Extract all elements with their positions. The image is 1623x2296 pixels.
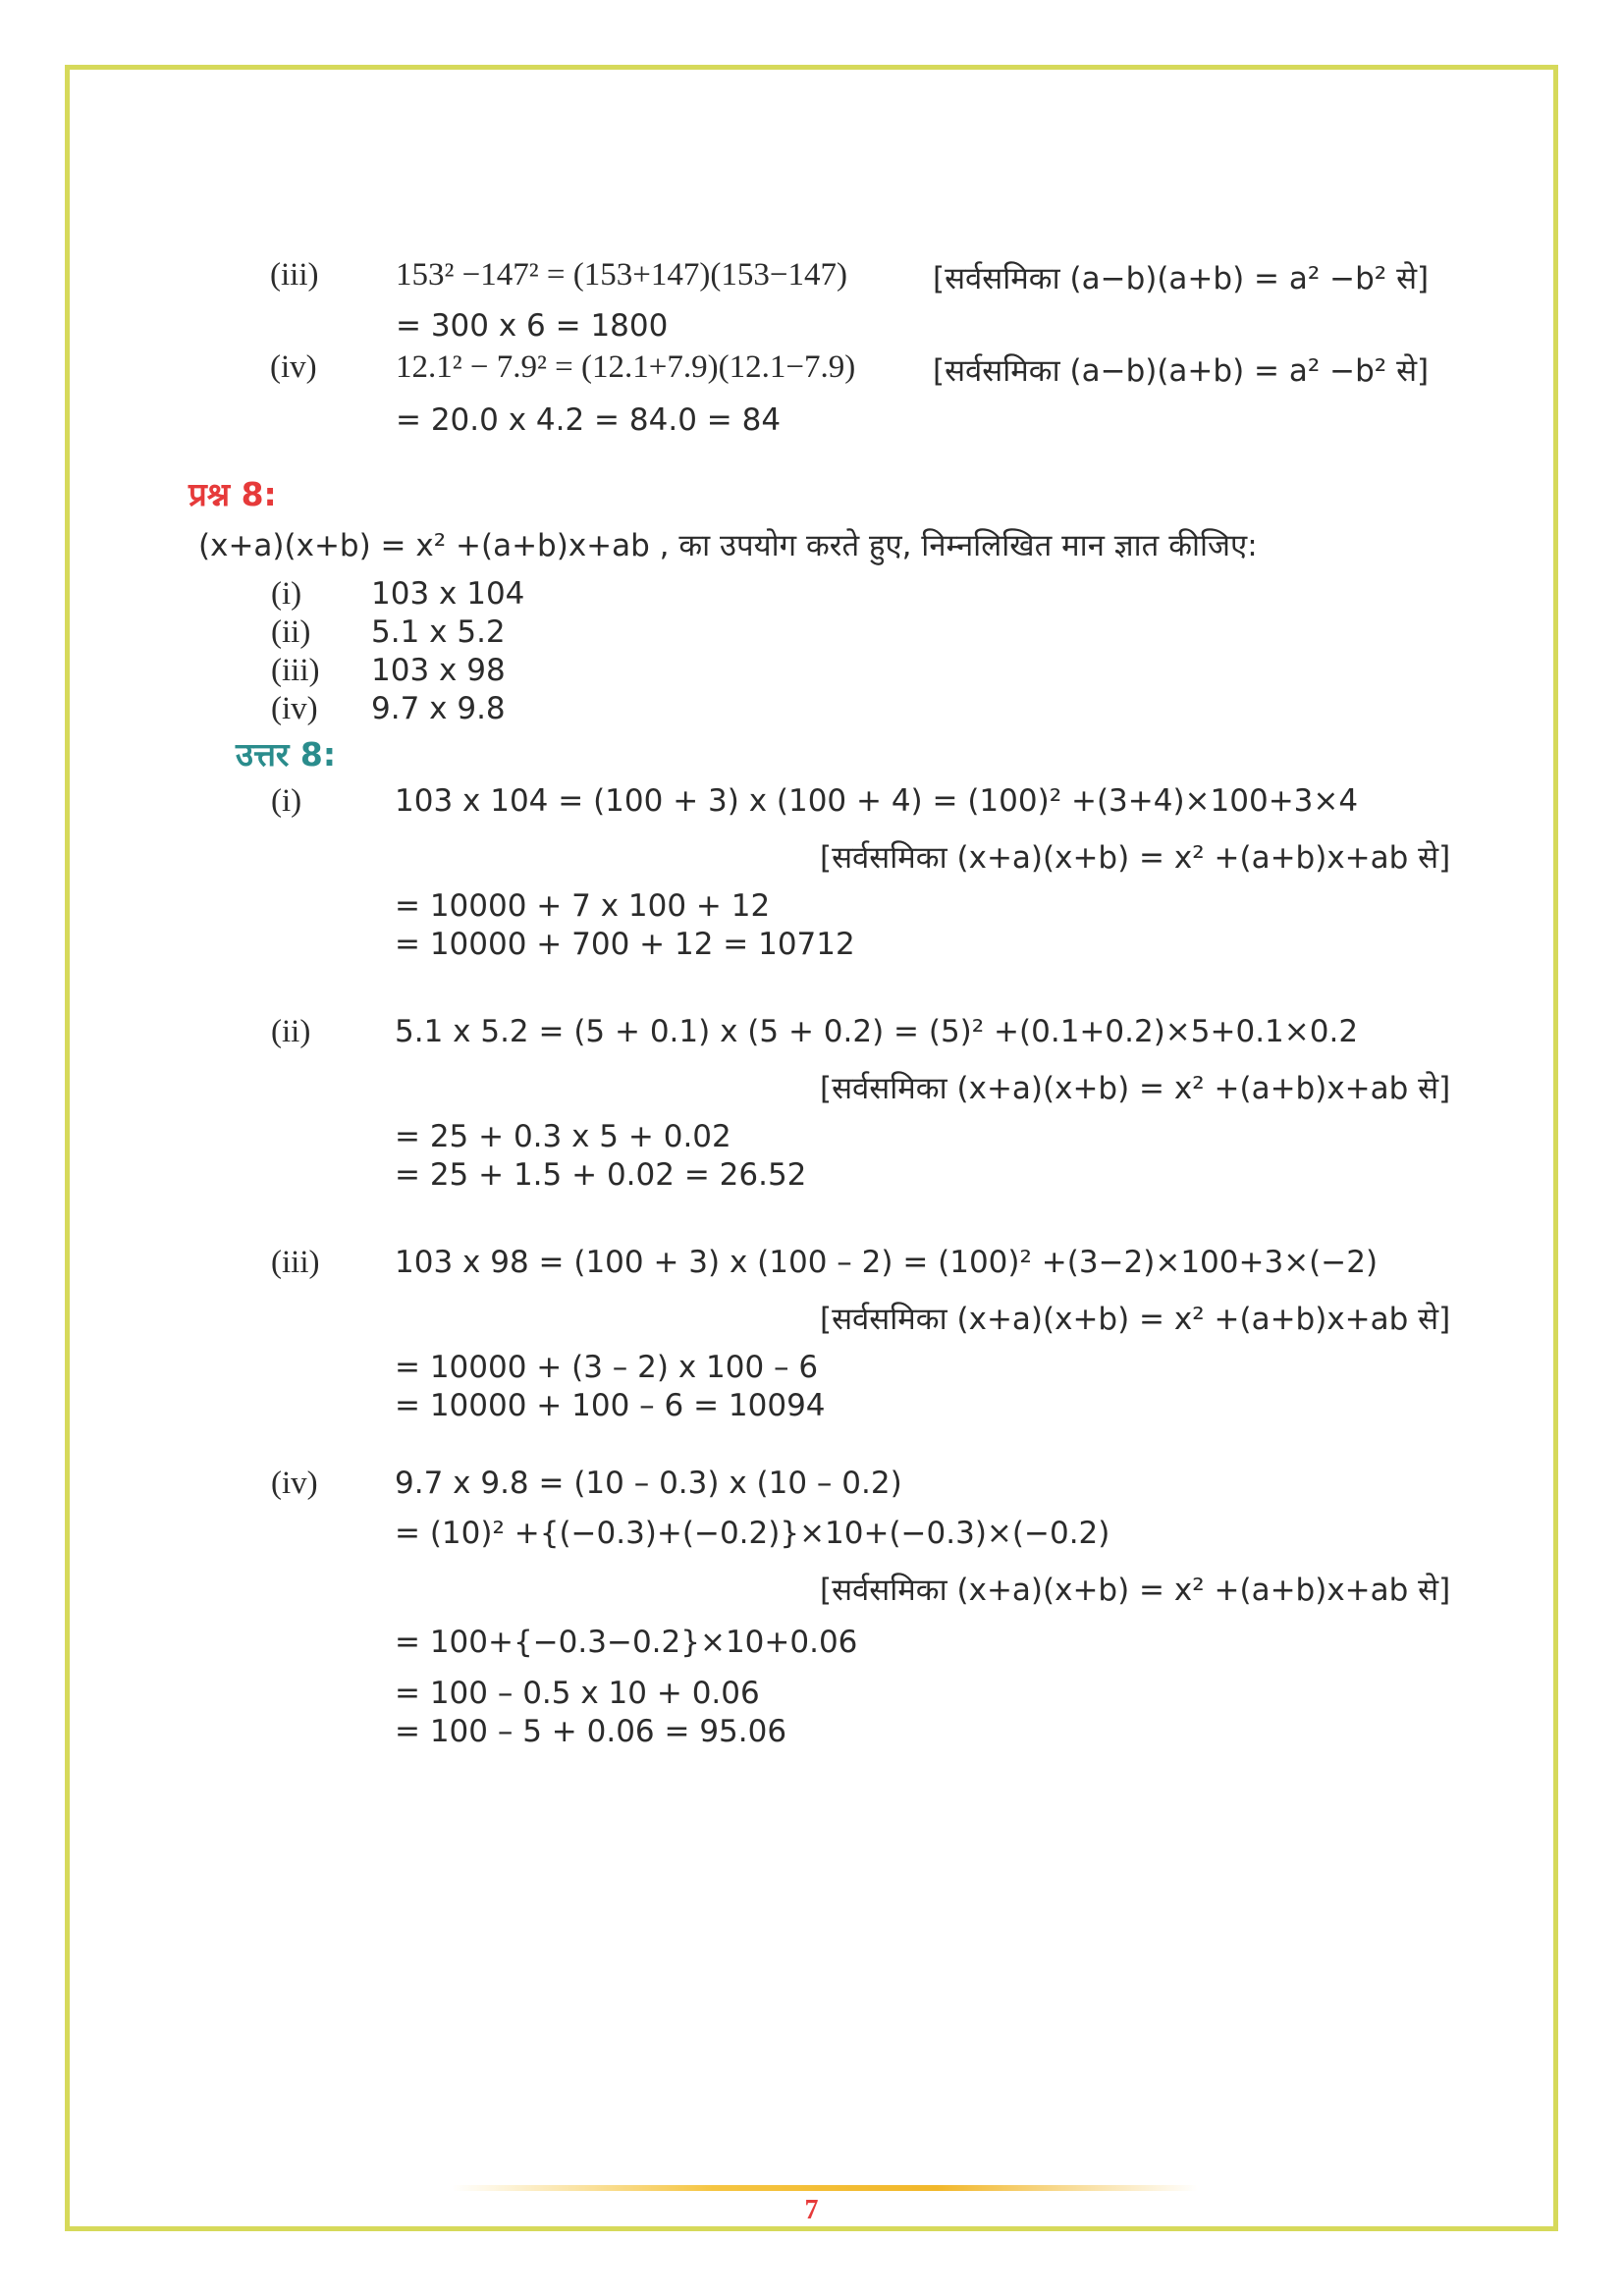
answer-part-ii-label: (ii)	[271, 1014, 311, 1049]
question-item-label: (ii)	[271, 614, 311, 650]
question-item-text: 9.7 x 9.8	[371, 691, 506, 726]
answer-part-iii-step: = 10000 + (3 – 2) x 100 – 6	[395, 1350, 819, 1385]
answer-part-iii-label: (iii)	[271, 1245, 320, 1280]
prev-part-iii-result: = 300 x 6 = 1800	[396, 308, 669, 344]
question-heading: प्रश्न 8:	[189, 475, 277, 513]
answer-part-ii-step: = 25 + 0.3 x 5 + 0.02	[395, 1119, 731, 1154]
answer-part-ii-identity: [सर्वसमिका (x+a)(x+b) = x² +(a+b)x+ab से]	[820, 1071, 1451, 1106]
answer-part-ii-step: = 25 + 1.5 + 0.02 = 26.52	[395, 1157, 807, 1193]
answer-part-iv-expansion: = (10)² +{(−0.3)+(−0.2)}×10+(−0.3)×(−0.2)	[395, 1516, 1110, 1551]
question-statement: (x+a)(x+b) = x² +(a+b)x+ab , का उपयोग करते हुए, निम्नलिखित मान ज्ञात कीजिए:	[198, 528, 1258, 563]
answer-part-i-identity: [सर्वसमिका (x+a)(x+b) = x² +(a+b)x+ab से]	[820, 840, 1451, 876]
question-item-label: (iii)	[271, 653, 320, 688]
question-item-text: 5.1 x 5.2	[371, 614, 506, 650]
answer-part-i-equation: 103 x 104 = (100 + 3) x (100 + 4) = (100)² +(3+4)×100+3×4	[395, 783, 1359, 819]
question-item-text: 103 x 98	[371, 653, 506, 688]
answer-part-iii-step: = 10000 + 100 – 6 = 10094	[395, 1388, 826, 1423]
answer-part-iii-identity: [सर्वसमिका (x+a)(x+b) = x² +(a+b)x+ab से]	[820, 1302, 1451, 1337]
answer-part-iv-identity: [सर्वसमिका (x+a)(x+b) = x² +(a+b)x+ab से]	[820, 1573, 1451, 1608]
footer-divider	[452, 2185, 1198, 2191]
prev-part-iv-equation: 12.1² − 7.9² = (12.1+7.9)(12.1−7.9)	[396, 349, 856, 385]
answer-part-iii-equation: 103 x 98 = (100 + 3) x (100 – 2) = (100)² +(3−2)×100+3×(−2)	[395, 1245, 1379, 1280]
answer-part-i-step: = 10000 + 700 + 12 = 10712	[395, 927, 855, 962]
question-item-label: (i)	[271, 576, 302, 612]
answer-part-i-label: (i)	[271, 783, 302, 819]
answer-part-ii-equation: 5.1 x 5.2 = (5 + 0.1) x (5 + 0.2) = (5)² +(0.1+0.2)×5+0.1×0.2	[395, 1014, 1359, 1049]
answer-part-iv-label: (iv)	[271, 1466, 318, 1501]
question-item-label: (iv)	[271, 691, 318, 726]
prev-part-iv-identity: [सर्वसमिका (a−b)(a+b) = a² −b² से]	[933, 353, 1430, 389]
answer-part-iv-equation: 9.7 x 9.8 = (10 – 0.3) x (10 – 0.2)	[395, 1466, 902, 1501]
prev-part-iv-label: (iv)	[270, 349, 317, 385]
answer-part-iv-step: = 100 – 0.5 x 10 + 0.06	[395, 1676, 760, 1711]
prev-part-iii-identity: [सर्वसमिका (a−b)(a+b) = a² −b² से]	[933, 261, 1430, 296]
prev-part-iii-label: (iii)	[270, 257, 319, 293]
answer-part-iv-step: = 100 – 5 + 0.06 = 95.06	[395, 1714, 787, 1749]
prev-part-iii-equation: 153² −147² = (153+147)(153−147)	[396, 257, 847, 293]
answer-part-iv-step: = 100+{−0.3−0.2}×10+0.06	[395, 1625, 858, 1660]
question-item-text: 103 x 104	[371, 576, 525, 612]
answer-heading: उत्तर 8:	[236, 735, 337, 774]
page-number: 7	[804, 2195, 819, 2225]
answer-part-i-step: = 10000 + 7 x 100 + 12	[395, 888, 771, 924]
prev-part-iv-result: = 20.0 x 4.2 = 84.0 = 84	[396, 402, 782, 438]
